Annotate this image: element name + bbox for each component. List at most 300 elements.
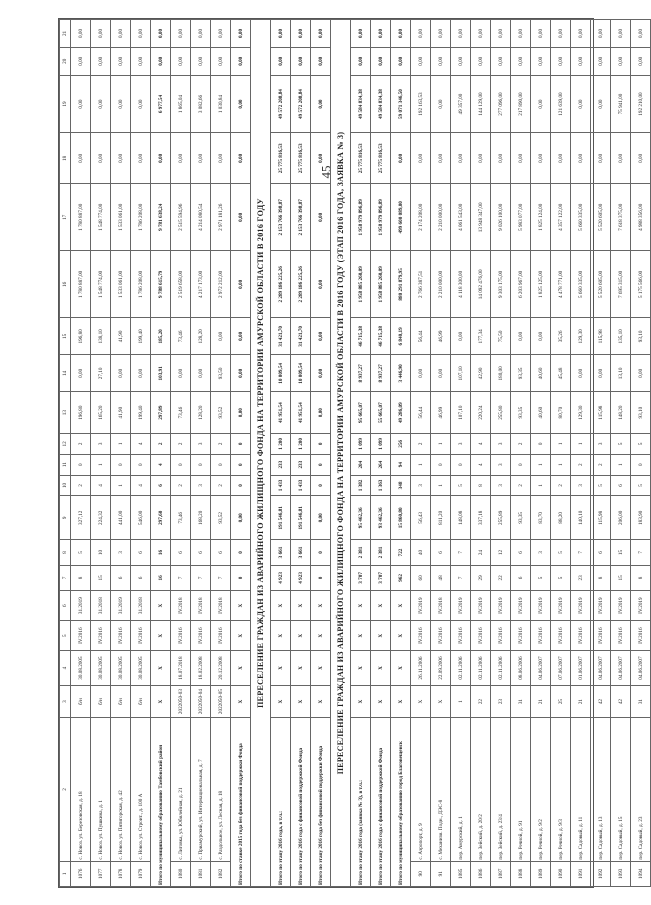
- table-cell: 1: [411, 454, 431, 475]
- table-cell: 6: [511, 540, 531, 565]
- table-cell: IV.2018: [211, 591, 231, 621]
- table-cell: 2: [211, 433, 231, 454]
- table-cell: 8: [71, 565, 91, 590]
- table-cell: X: [151, 591, 171, 621]
- subtotal-row: [231, 20, 251, 887]
- table-cell: X: [231, 651, 251, 686]
- table-cell: 25 775 816,53: [271, 133, 291, 184]
- table-cell: 0,00: [311, 392, 331, 434]
- table-cell: 7 618 375,00: [611, 184, 631, 251]
- table-cell: 1: [111, 433, 131, 454]
- table-cell: 0,00: [111, 20, 131, 48]
- table-cell: 0: [511, 454, 531, 475]
- table-cell: 0,00: [171, 47, 191, 75]
- table-cell: 1086: [471, 861, 491, 886]
- table-cell: IV.2016: [571, 621, 591, 651]
- table-cell: 546,00: [131, 496, 151, 540]
- table-cell: 4 478 771,00: [551, 251, 571, 318]
- table-cell: 0,00: [311, 251, 331, 318]
- table-frame: [58, 18, 644, 888]
- table-cell: 138,10: [91, 318, 111, 355]
- table-cell: 199,40: [131, 318, 151, 355]
- table-cell: 91: [431, 861, 451, 886]
- table-cell: 0,00: [591, 355, 611, 392]
- table-cell: 0: [171, 454, 191, 475]
- table-cell: 0,00: [531, 318, 551, 355]
- table-cell: 1 382: [351, 475, 371, 496]
- table-cell: 297,89: [151, 392, 171, 434]
- table-cell: 1: [91, 454, 111, 475]
- table-cell: 0,00: [211, 133, 231, 184]
- table-cell: 348: [391, 475, 411, 496]
- table-cell: 0,00: [511, 20, 531, 48]
- table-cell: 22: [491, 565, 511, 590]
- table-cell: Итого по этапу 2016 года с финансовой поддержкой Фонда: [371, 718, 391, 887]
- table-cell: 148,08: [451, 496, 471, 540]
- table-cell: 25 775 816,53: [371, 133, 391, 184]
- table-cell: 0,00: [191, 20, 211, 48]
- table-cell: 0,00: [591, 20, 611, 48]
- table-cell: 1 200: [291, 433, 311, 454]
- table-cell: 2022050-04: [191, 685, 211, 717]
- table-cell: 18.02.2008: [191, 651, 211, 686]
- table-cell: X: [311, 621, 331, 651]
- table-cell: 0,00: [531, 47, 551, 75]
- table-cell: 1092: [591, 861, 611, 886]
- table-cell: 30.08.2005: [111, 651, 131, 686]
- table-cell: 18.07.2018: [171, 651, 191, 686]
- table-cell: 5: [591, 475, 611, 496]
- table-cell: 94: [391, 454, 411, 475]
- table-cell: 1079: [131, 861, 151, 886]
- table-cell: 0,00: [511, 47, 531, 75]
- table-cell: 264: [371, 454, 391, 475]
- table-cell: X: [271, 651, 291, 686]
- table-cell: 5: [551, 565, 571, 590]
- table-cell: 49 584 834,38: [371, 75, 391, 133]
- table-cell: 1 865,04: [171, 75, 191, 133]
- column-number-row: [60, 20, 71, 887]
- table-cell: 2 153 766 398,87: [271, 184, 291, 251]
- table-cell: X: [391, 685, 411, 717]
- table-cell: 0,00: [91, 75, 111, 133]
- table-cell: 0,00: [131, 47, 151, 75]
- table-cell: 93,35: [511, 496, 531, 540]
- table-cell: 46,99: [431, 318, 451, 355]
- table-cell: 0: [131, 454, 151, 475]
- table-cell: Итого по этапу 2016 года с финансовой поддержкой Фонда: [291, 718, 311, 887]
- table-cell: 0,00: [611, 133, 631, 184]
- table-cell: с. Новоз. ул. Березовская, д. 18: [71, 718, 91, 861]
- table-cell: 0,00: [531, 133, 551, 184]
- total-row: [291, 20, 311, 887]
- table-cell: 0,00: [191, 133, 211, 184]
- table-cell: 9 026 100,00: [491, 184, 511, 251]
- table-cell: 0,00: [371, 47, 391, 75]
- table-cell: 0,00: [351, 47, 371, 75]
- table-cell: 3: [491, 454, 511, 475]
- table-cell: 168,20: [191, 496, 211, 540]
- table-cell: 0,00: [151, 47, 171, 75]
- table-cell: 0,00: [71, 133, 91, 184]
- table-cell: IV.2019: [511, 591, 531, 621]
- table-cell: 0,00: [451, 133, 471, 184]
- table-cell: 4 118 300,00: [451, 251, 471, 318]
- table-cell: X: [291, 621, 311, 651]
- table-cell: 56,44: [411, 318, 431, 355]
- table-cell: 7: [451, 565, 471, 590]
- table-cell: 1 533 061,00: [111, 251, 131, 318]
- table-cell: 0: [231, 475, 251, 496]
- table-cell: 1: [60, 861, 71, 886]
- table-cell: IV.2016: [171, 621, 191, 651]
- table-cell: IV.2016: [631, 621, 651, 651]
- table-cell: пер. Садовый, д. 11: [571, 718, 591, 861]
- table-cell: X: [271, 591, 291, 621]
- table-cell: 7: [451, 540, 471, 565]
- table-row: [431, 20, 451, 887]
- table-cell: 25: [551, 685, 571, 717]
- table-cell: X: [231, 591, 251, 621]
- table-cell: 59 071 346,50: [391, 75, 411, 133]
- table-cell: 191 546,81: [271, 496, 291, 540]
- table-cell: 10 009,54: [291, 355, 311, 392]
- table-cell: 5: [60, 621, 71, 651]
- table-cell: X: [151, 685, 171, 717]
- table-cell: 2: [211, 475, 231, 496]
- table-cell: 129,30: [571, 318, 591, 355]
- table-cell: 31: [631, 685, 651, 717]
- table-cell: 0: [311, 475, 331, 496]
- table-row: [471, 20, 491, 887]
- table-cell: 42,90: [471, 355, 491, 392]
- table-cell: Итого по этапу 2016 года (заявка № 3), в т.ч.:: [351, 718, 371, 887]
- table-cell: 0,00: [271, 20, 291, 48]
- table-cell: пер. Садовый, д. 13: [591, 718, 611, 861]
- table-cell: 1: [551, 454, 571, 475]
- table-cell: 25 775 816,53: [351, 133, 371, 184]
- table-cell: 0,00: [531, 20, 551, 48]
- table-row: [511, 20, 531, 887]
- table-cell: 2 174 208,00: [411, 184, 431, 251]
- table-cell: 0,00: [291, 20, 311, 48]
- table-cell: 2 972 212,00: [211, 251, 231, 318]
- table-cell: 6: [431, 540, 451, 565]
- table-cell: 177,34: [471, 318, 491, 355]
- table-cell: 21: [531, 685, 551, 717]
- section-title: ПЕРЕСЕЛЕНИЕ ГРАЖДАН ИЗ АВАРИЙНОГО ЖИЛИЩНОГО ФОНДА НА ТЕРРИТОРИИ АМУРСКОЙ ОБЛАСТИ В 2016 ГОДУ: [251, 20, 271, 887]
- table-cell: 0,00: [151, 20, 171, 48]
- table-cell: 04.06.2007: [531, 651, 551, 686]
- table-cell: 0: [631, 454, 651, 475]
- table-cell: 13: [60, 392, 71, 434]
- table-cell: 40: [411, 540, 431, 565]
- table-cell: 0,00: [231, 392, 251, 434]
- table-row: [531, 20, 551, 887]
- table-cell: 93,10: [631, 318, 651, 355]
- table-cell: 7 695 315,00: [611, 251, 631, 318]
- table-cell: 0,00: [631, 355, 651, 392]
- table-cell: 49 286,09: [391, 392, 411, 434]
- table-cell: 30.08.2005: [91, 651, 111, 686]
- table-cell: 3: [191, 475, 211, 496]
- table-cell: 20.12.2008: [211, 651, 231, 686]
- table-cell: 0,00: [431, 355, 451, 392]
- table-cell: 90: [411, 861, 431, 886]
- table-cell: 9: [60, 496, 71, 540]
- table-cell: IV.2019: [571, 591, 591, 621]
- table-cell: X: [311, 651, 331, 686]
- table-cell: 1: [451, 685, 471, 717]
- table-cell: 0,00: [471, 47, 491, 75]
- table-cell: 0,00: [611, 20, 631, 48]
- table-cell: пер. Зейский, д. 23/4: [491, 718, 511, 861]
- table-cell: 2 289 186 225,26: [291, 251, 311, 318]
- table-cell: 41,90: [111, 318, 131, 355]
- table-cell: 35,26: [551, 318, 571, 355]
- table-cell: 1 958 885 260,09: [371, 251, 391, 318]
- table-cell: 46 715,38: [351, 318, 371, 355]
- table-cell: 0,00: [231, 75, 251, 133]
- table-cell: 2 153 766 398,87: [291, 184, 311, 251]
- table-cell: 7: [211, 565, 231, 590]
- table-cell: 2: [551, 475, 571, 496]
- table-cell: 0,00: [131, 20, 151, 48]
- table-cell: с. Лиговка, ул. Юбилейная, д. 21: [171, 718, 191, 861]
- table-row: [571, 20, 591, 887]
- table-cell: 2022050-03: [171, 685, 191, 717]
- table-cell: IV.2019: [451, 591, 471, 621]
- total-row: [351, 20, 371, 887]
- table-cell: 0: [231, 433, 251, 454]
- table-cell: 6: [611, 475, 631, 496]
- table-cell: 0,00: [211, 318, 231, 355]
- table-cell: 4 061 543,00: [451, 184, 471, 251]
- table-cell: 0,00: [351, 20, 371, 48]
- table-row: [551, 20, 571, 887]
- table-cell: IV.2019: [471, 591, 491, 621]
- table-cell: с. Приамурский, ул. Интернациональная, д. 7: [191, 718, 211, 861]
- table-cell: 31.2018: [131, 591, 151, 621]
- table-cell: 0,00: [271, 47, 291, 75]
- table-cell: 48: [431, 565, 451, 590]
- table-cell: 15: [91, 565, 111, 590]
- table-cell: 95 462,36: [351, 496, 371, 540]
- table-row: [171, 20, 191, 887]
- table-cell: 4 988 356,00: [631, 184, 651, 251]
- table-cell: 0,00: [571, 355, 591, 392]
- table-cell: IV.2016: [111, 621, 131, 651]
- table-cell: 6: [511, 565, 531, 590]
- table-row: [131, 20, 151, 887]
- table-cell: IV.2019: [631, 591, 651, 621]
- table-cell: 8 937,27: [371, 355, 391, 392]
- table-cell: 14: [60, 355, 71, 392]
- table-cell: 0,00: [591, 75, 611, 133]
- table-cell: 0,00: [231, 251, 251, 318]
- table-cell: 0,00: [491, 47, 511, 75]
- table-cell: 4: [60, 651, 71, 686]
- table-cell: X: [271, 621, 291, 651]
- table-cell: X: [151, 651, 171, 686]
- table-cell: 5 520 605,00: [591, 184, 611, 251]
- table-cell: 0,00: [431, 133, 451, 184]
- table-cell: 297,60: [151, 496, 171, 540]
- subtotal-row: [151, 20, 171, 887]
- table-cell: 233: [291, 454, 311, 475]
- table-cell: 0,00: [571, 20, 591, 48]
- table-cell: 499 600 089,00: [391, 184, 411, 251]
- table-cell: IV.2016: [191, 621, 211, 651]
- table-cell: 0,00: [231, 496, 251, 540]
- table-cell: 1090: [551, 861, 571, 886]
- table-cell: 4 923: [291, 565, 311, 590]
- table-cell: 0,00: [231, 47, 251, 75]
- table-cell: 3 707: [351, 565, 371, 590]
- table-cell: 0,00: [311, 75, 331, 133]
- table-cell: 962: [391, 565, 411, 590]
- table-cell: 115,98: [591, 496, 611, 540]
- table-cell: с. Новоз. ул. Пушкина, д. 1: [91, 718, 111, 861]
- table-cell: 2: [511, 433, 531, 454]
- total-row: [371, 20, 391, 887]
- table-cell: 3: [411, 475, 431, 496]
- table-cell: 13 948 347,00: [471, 184, 491, 251]
- table-cell: 1 825 125,00: [531, 251, 551, 318]
- table-cell: 0,00: [291, 47, 311, 75]
- table-cell: 337,18: [471, 496, 491, 540]
- table-cell: 0,00: [391, 133, 411, 184]
- table-cell: 6: [131, 565, 151, 590]
- table-cell: 2: [171, 475, 191, 496]
- table-cell: Итого по этапу 2016 года, в т.ч.:: [271, 718, 291, 887]
- table-cell: 0,00: [171, 133, 191, 184]
- table-cell: 4: [151, 454, 171, 475]
- total-row: [271, 20, 291, 887]
- table-cell: IV.2018: [171, 591, 191, 621]
- table-cell: 16: [151, 565, 171, 590]
- table-cell: 1: [611, 454, 631, 475]
- table-cell: 5: [631, 475, 651, 496]
- table-cell: 0,00: [311, 318, 331, 355]
- table-cell: 22: [471, 685, 491, 717]
- section-heading-row: [251, 20, 271, 887]
- table-cell: 73,46: [171, 392, 191, 434]
- table-cell: 1: [431, 433, 451, 454]
- table-cell: 46,99: [431, 392, 451, 434]
- table-cell: 4 217 173,00: [191, 251, 211, 318]
- table-cell: X: [231, 685, 251, 717]
- table-cell: 0,00: [71, 355, 91, 392]
- table-cell: 30.08.2005: [131, 651, 151, 686]
- table-cell: с. Новоз. ул. Строит., д. 100 А: [131, 718, 151, 861]
- table-cell: 9 303 175,00: [491, 251, 511, 318]
- table-cell: 233: [271, 454, 291, 475]
- table-cell: 1 099: [371, 433, 391, 454]
- table-cell: 49 357,00: [451, 75, 471, 133]
- table-cell: 0,00: [211, 20, 231, 48]
- table-cell: 1: [531, 454, 551, 475]
- table-cell: 95 665,07: [351, 392, 371, 434]
- table-cell: IV.2016: [531, 621, 551, 651]
- table-cell: 128,20: [191, 318, 211, 355]
- table-cell: IV.2016: [491, 621, 511, 651]
- table-cell: 0,00: [631, 47, 651, 75]
- table-cell: IV.2016: [451, 621, 471, 651]
- table-cell: 0,00: [431, 47, 451, 75]
- table-cell: 0: [431, 454, 451, 475]
- table-cell: 2 210 000,00: [431, 184, 451, 251]
- table-cell: 6: [151, 475, 171, 496]
- table-cell: 75,50: [491, 318, 511, 355]
- table-cell: 4 923: [271, 565, 291, 590]
- table-cell: 23: [571, 565, 591, 590]
- table-cell: пер. Речной, д. 9/2: [531, 718, 551, 861]
- table-cell: 8: [60, 540, 71, 565]
- table-cell: 0,00: [391, 20, 411, 48]
- table-cell: 31.2019: [71, 591, 91, 621]
- table-cell: 0,00: [451, 20, 471, 48]
- table-cell: 1 786 208,00: [131, 251, 151, 318]
- table-cell: 0,00: [231, 318, 251, 355]
- table-cell: 40,60: [531, 392, 551, 434]
- table-cell: 1087: [491, 861, 511, 886]
- table-cell: 0: [231, 565, 251, 590]
- table-cell: 1 958 979 896,89: [371, 184, 391, 251]
- table-cell: 0,00: [151, 133, 171, 184]
- table-cell: 6: [211, 540, 231, 565]
- table-cell: б/н: [131, 685, 151, 717]
- table-cell: 204: [351, 454, 371, 475]
- table-cell: 0,00: [571, 47, 591, 75]
- table-cell: 135,10: [611, 318, 631, 355]
- table-cell: 3 707: [371, 565, 391, 590]
- table-cell: 2 381: [371, 540, 391, 565]
- table-cell: 0,00: [491, 20, 511, 48]
- table-cell: X: [291, 685, 311, 717]
- table-cell: 1: [111, 475, 131, 496]
- table-cell: 4: [471, 433, 491, 454]
- table-cell: X: [371, 685, 391, 717]
- table-cell: 0,00: [231, 133, 251, 184]
- table-cell: 2: [71, 475, 91, 496]
- table-cell: Итого по муниципальному образованию Тамбовский район: [151, 718, 171, 887]
- table-cell: б/н: [91, 685, 111, 717]
- table-cell: 7: [631, 540, 651, 565]
- table-cell: 6: [131, 540, 151, 565]
- table-cell: 255,89: [491, 496, 511, 540]
- table-cell: 0: [531, 433, 551, 454]
- table-cell: 2: [571, 454, 591, 475]
- table-cell: 0,00: [311, 20, 331, 48]
- table-cell: 7: [191, 565, 211, 590]
- table-cell: 5 983 077,00: [511, 184, 531, 251]
- table-cell: 1: [571, 433, 591, 454]
- table-cell: 0,00: [191, 47, 211, 75]
- table-cell: 0,00: [471, 133, 491, 184]
- resettlement-table: [59, 19, 651, 887]
- table-cell: 0,00: [611, 47, 631, 75]
- total-row: [391, 20, 411, 887]
- table-cell: IV.2019: [491, 591, 511, 621]
- table-cell: IV.2016: [471, 621, 491, 651]
- table-cell: 6 977,54: [151, 75, 171, 133]
- table-cell: 5 660 335,00: [571, 251, 591, 318]
- table-cell: 192 210,00: [631, 75, 651, 133]
- table-cell: 811,20: [431, 496, 451, 540]
- table-cell: 1080: [171, 861, 191, 886]
- table-cell: 165,20: [91, 392, 111, 434]
